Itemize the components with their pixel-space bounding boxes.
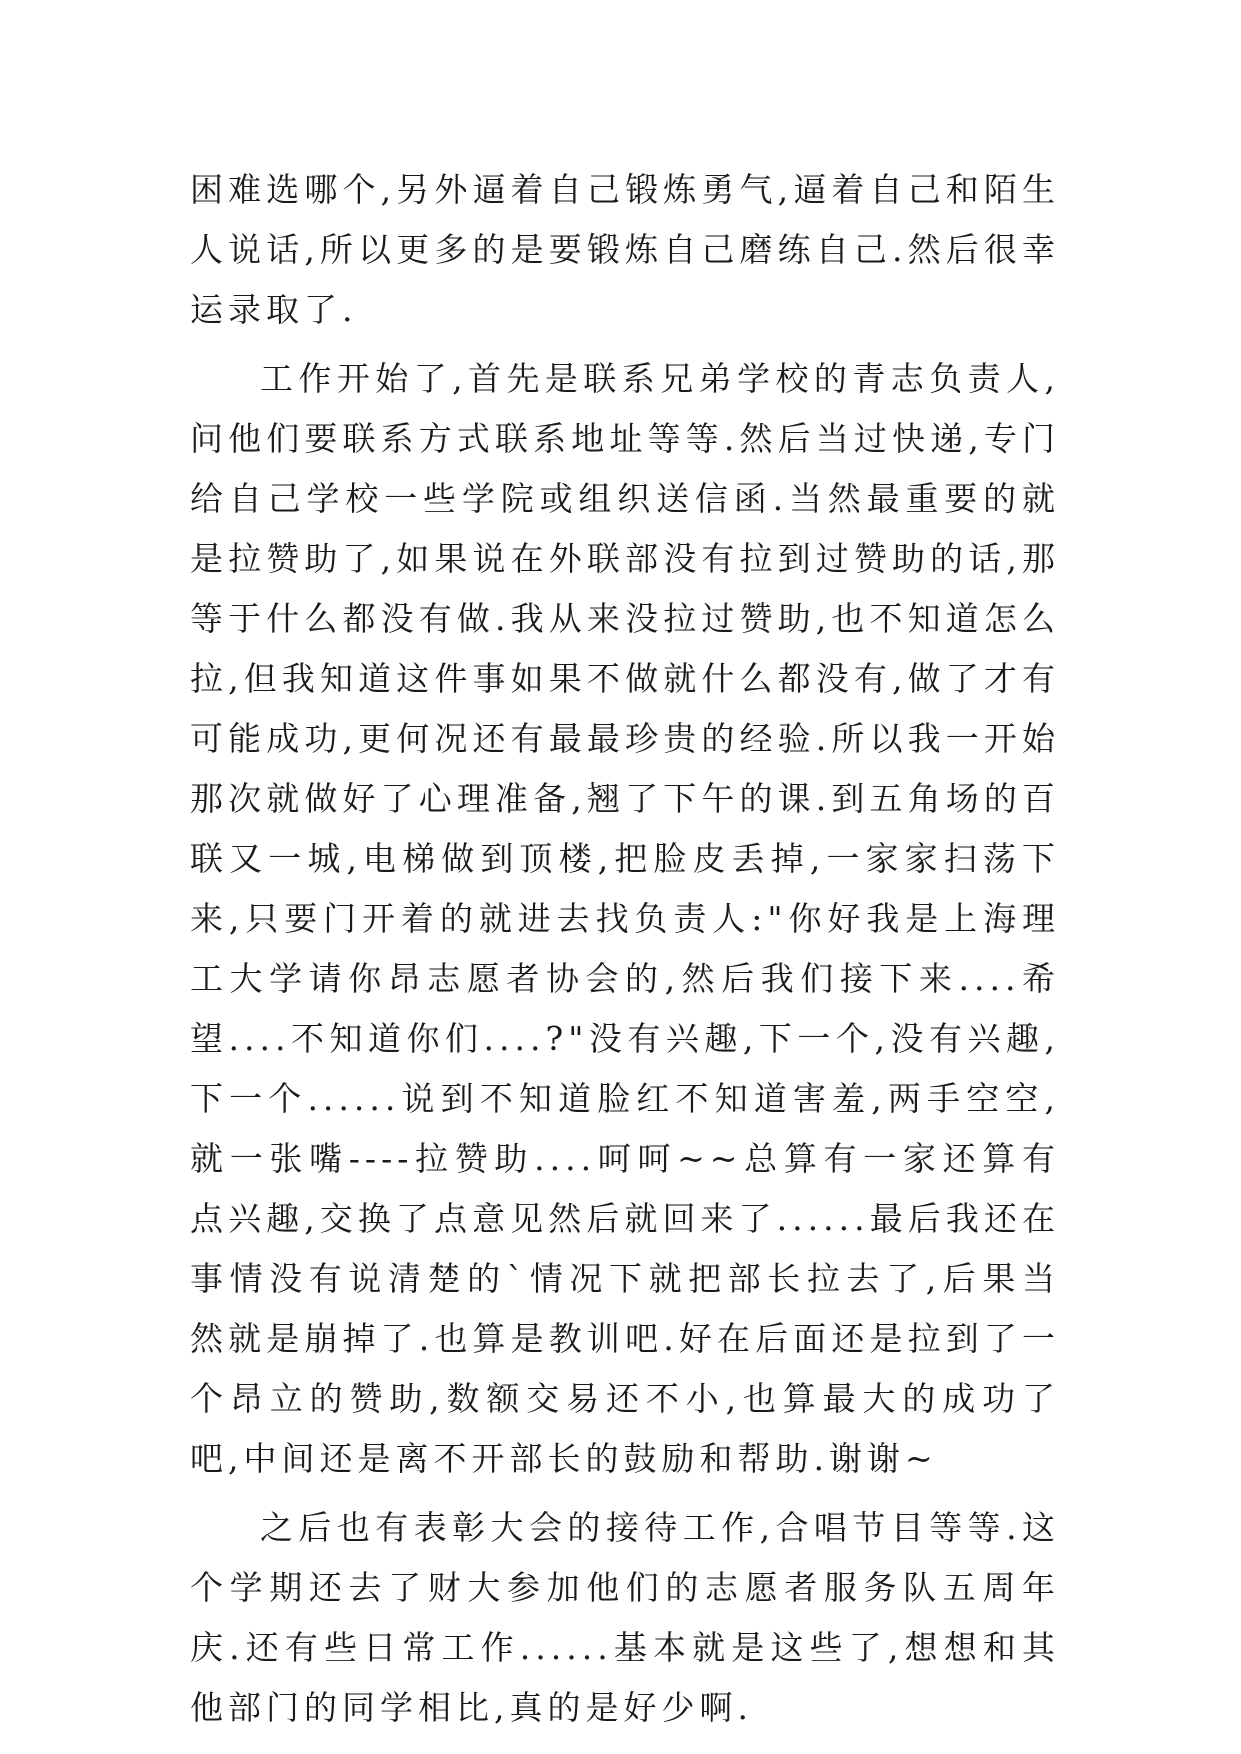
paragraph-continued: 困难选哪个,另外逼着自己锻炼勇气,逼着自己和陌生人说话,所以更多的是要锻炼自己磨练自己.然后很幸运录取了. (190, 170, 1060, 329)
document-body (190, 160, 1060, 1747)
paragraph-later-work: 之后也有表彰大会的接待工作,合唱节目等等.这个学期还去了财大参加他们的志愿者服务队五周年庆.还有些日常工作......基本就是这些了,想想和其他部门的同学相比,真的是好少啊. (190, 1508, 1060, 1727)
paragraph-work-start: 工作开始了,首先是联系兄弟学校的青志负责人,问他们要联系方式联系地址等等.然后当过快递,专门给自己学校一些学院或组织送信函.当然最重要的就是拉赞助了,如果说在外联部没有拉到过赞助的话,那等于什么都没有做.我从来没拉过赞助,也不知道怎么拉,但我知道这件事如果不做就什么都没有,做了才有可能成功,更何况还有最最珍贵的经验.所以我一开始那次就做好了心理准备,翘了下午的课.到五角场的百联又一城,电梯做到顶楼,把脸皮丢掉,一家家扫荡下来,只要门开着的就进去找负责人:"你好我是上海理工大学请你昂志愿者协会的,然后我们接下来....希望....不知道你们....?"没有兴趣,下一个,没有兴趣,下一个......说到不知道脸红不知道害羞,两手空空,就一张嘴----拉赞助....呵呵~~总算有一家还算有点兴趣,交换了点意见然后就回来了......最后我还在事情没有说清楚的`情况下就把部长拉去了,后果当然就是崩掉了.也算是教训吧.好在后面还是拉到了一个昂立的赞助,数额交易还不小,也算最大的成功了吧,中间还是离不开部长的鼓励和帮助.谢谢~ (190, 359, 1060, 1478)
